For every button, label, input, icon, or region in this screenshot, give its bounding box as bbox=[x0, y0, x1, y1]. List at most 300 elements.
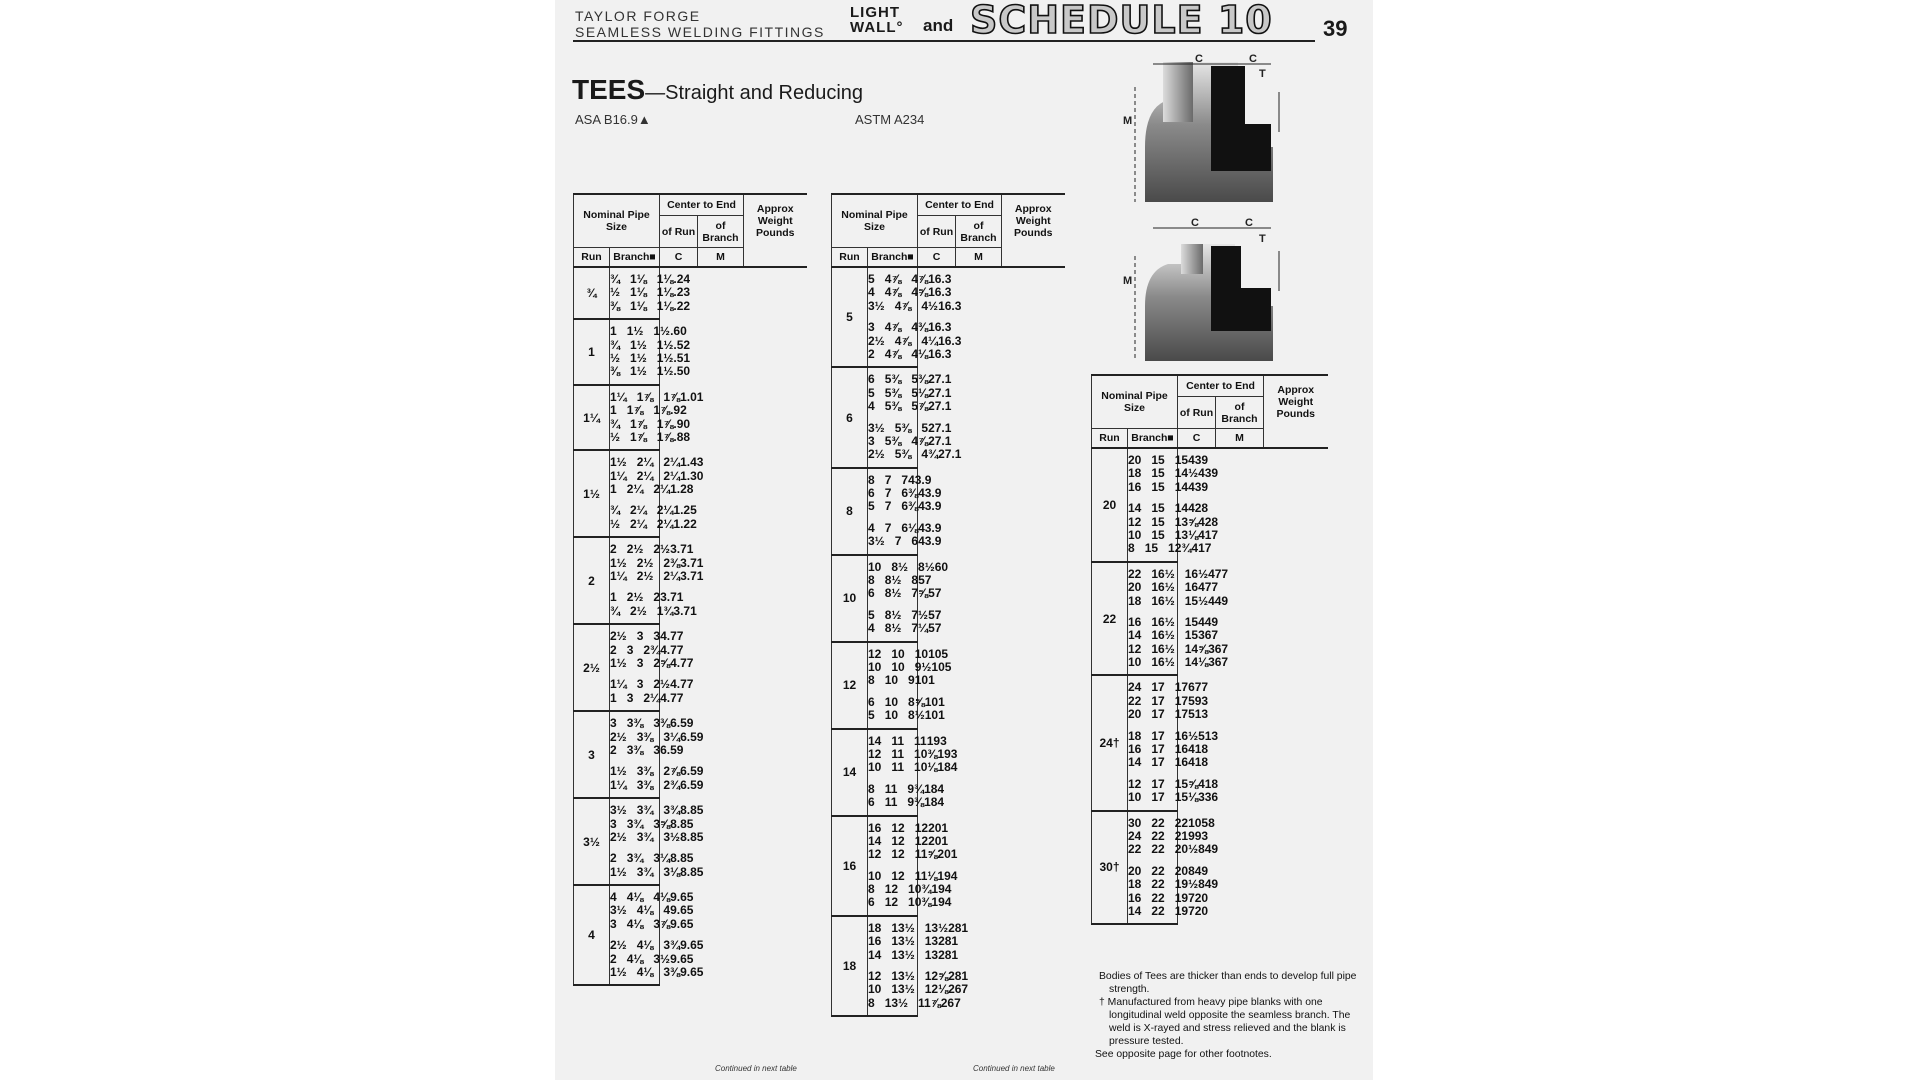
c-dimension: 10 bbox=[884, 708, 899, 723]
weight-value: 9.65 bbox=[680, 965, 704, 980]
weight-value: 6.59 bbox=[660, 742, 684, 757]
branch-size: 5 bbox=[868, 272, 875, 286]
m-dimension: 1⅛ bbox=[656, 272, 674, 286]
branch-size: 2½ bbox=[610, 938, 627, 953]
branch-header: Branch■ bbox=[1128, 429, 1178, 449]
branch-size: 4 bbox=[868, 399, 875, 414]
m-dimension: 1½ bbox=[656, 350, 674, 365]
c-dimension: 2½ bbox=[626, 542, 644, 557]
center-to-end-header: Center to End bbox=[660, 194, 744, 216]
tee-branch-shade bbox=[1181, 244, 1203, 274]
c-dimension: 5⅜ bbox=[894, 447, 912, 462]
run-size: 3 bbox=[574, 711, 610, 798]
weight-value: 6.59 bbox=[680, 729, 704, 744]
branch-size: 1¼ bbox=[610, 569, 627, 584]
weight-value: 8.85 bbox=[670, 816, 694, 831]
branch-size: 1¼ bbox=[610, 468, 627, 483]
m-dimension: 1½ bbox=[656, 337, 674, 352]
run-data bbox=[610, 385, 704, 451]
c-label: C bbox=[1195, 53, 1203, 65]
branch-size: 24 bbox=[1128, 828, 1142, 843]
m-dimension: 1½ bbox=[653, 324, 671, 339]
branch-size: ½ bbox=[610, 429, 621, 444]
run-row bbox=[574, 624, 807, 711]
run-data bbox=[610, 319, 691, 385]
table-row bbox=[868, 520, 942, 535]
branch-size: ½ bbox=[610, 350, 621, 365]
weight-value: 184 bbox=[937, 760, 958, 775]
branch-group bbox=[1128, 614, 1229, 670]
branch-size: 18 bbox=[1128, 466, 1142, 481]
m-dimension: 5 bbox=[921, 420, 929, 435]
run-data bbox=[1128, 675, 1219, 810]
c2-label: C bbox=[1249, 53, 1257, 65]
c-dimension: 22 bbox=[1151, 877, 1165, 892]
run-size: 14 bbox=[832, 729, 868, 816]
c-dimension: 8½ bbox=[884, 573, 902, 588]
branch-size: 18 bbox=[1128, 728, 1142, 743]
weight-value: 101 bbox=[914, 673, 935, 688]
table-row bbox=[868, 534, 942, 549]
c-dimension: 3¾ bbox=[636, 864, 654, 879]
c-dimension: 2¼ bbox=[626, 482, 644, 497]
c-dimension: 11 bbox=[884, 795, 898, 810]
run-row bbox=[574, 537, 807, 624]
m-dimension: 19 bbox=[1174, 903, 1189, 918]
branch-size: 14 bbox=[1128, 501, 1142, 516]
m-dimension: 8½ bbox=[908, 708, 925, 723]
table-row bbox=[868, 346, 952, 361]
center-to-end-header: Center to End bbox=[1178, 375, 1264, 397]
table-row bbox=[610, 350, 691, 365]
table-row bbox=[610, 364, 691, 379]
c-dimension: 4⅞ bbox=[884, 320, 902, 335]
m-dimension: 3⅜ bbox=[663, 965, 681, 980]
run-data bbox=[868, 267, 962, 367]
c-dimension: 5⅜ bbox=[884, 385, 902, 400]
table-row bbox=[868, 420, 952, 435]
c-dimension: 22 bbox=[1151, 863, 1165, 878]
c-dimension: 12 bbox=[891, 833, 905, 848]
branch-group bbox=[610, 455, 704, 497]
t-label: T bbox=[1259, 233, 1266, 245]
c-dimension: 1⅞ bbox=[626, 403, 644, 418]
table-row bbox=[1128, 776, 1219, 791]
table-row bbox=[610, 851, 694, 866]
table-row bbox=[1128, 479, 1209, 494]
m-dimension: 4⅛ bbox=[653, 890, 671, 905]
weight-value: 105 bbox=[928, 646, 949, 661]
m-dimension: 2¼ bbox=[663, 569, 681, 584]
branch-size: 8 bbox=[1128, 541, 1135, 556]
c-dimension: 4⅞ bbox=[884, 272, 902, 286]
asa-standard: ASA B16.9▲ bbox=[575, 112, 651, 127]
table-row bbox=[868, 433, 952, 448]
m-dimension: 15 bbox=[1184, 628, 1199, 643]
run-size: 12 bbox=[832, 642, 868, 729]
c-dimension: 3¾ bbox=[636, 829, 654, 844]
c-dimension: 10 bbox=[884, 673, 899, 688]
table-row bbox=[1128, 707, 1209, 722]
table-row bbox=[868, 272, 952, 286]
run-row bbox=[574, 450, 807, 537]
m-dimension: 11⅝ bbox=[914, 847, 938, 862]
c-dimension: 4⅛ bbox=[636, 938, 654, 953]
table-row bbox=[868, 920, 969, 935]
run-size: ¾ bbox=[574, 267, 610, 319]
branch-size: 16 bbox=[1128, 614, 1142, 629]
header-grid bbox=[831, 193, 1065, 1017]
branch-size: 10 bbox=[1128, 790, 1142, 805]
run-data bbox=[868, 555, 949, 642]
c-header: C bbox=[660, 248, 698, 268]
run-data bbox=[610, 885, 704, 985]
weight-value: 281 bbox=[938, 934, 959, 949]
run-data bbox=[610, 267, 691, 319]
m-dimension: 3⅝ bbox=[653, 816, 671, 831]
table-row bbox=[1128, 693, 1209, 708]
c-dimension: 16½ bbox=[1151, 593, 1175, 608]
table-row bbox=[868, 320, 952, 335]
branch-size: 10 bbox=[868, 559, 882, 574]
m-label: M bbox=[1123, 275, 1133, 287]
table-row bbox=[1128, 527, 1219, 542]
run-data bbox=[610, 537, 704, 624]
company-line-2: SEAMLESS WELDING FITTINGS bbox=[575, 24, 825, 40]
branch-group bbox=[868, 372, 952, 414]
branch-size: 12 bbox=[868, 746, 882, 761]
m-dimension: 14 bbox=[1174, 501, 1189, 516]
weight-value: .24 bbox=[673, 272, 691, 286]
branch-size: 3 bbox=[868, 320, 875, 335]
run-size: 1 bbox=[574, 319, 610, 385]
c-dimension: 3 bbox=[636, 655, 644, 670]
c-dimension: 2¼ bbox=[630, 503, 647, 518]
table-row bbox=[1128, 903, 1209, 918]
m-dimension: 13⅛ bbox=[1174, 527, 1199, 542]
branch-size: 14 bbox=[868, 733, 882, 748]
c-dimension: 3 bbox=[626, 690, 634, 705]
weight-value: 4.77 bbox=[670, 677, 694, 692]
branch-size: 4 bbox=[868, 621, 875, 636]
m-dimension: 8 bbox=[911, 573, 919, 588]
weight-value: 367 bbox=[1208, 655, 1229, 670]
weight-value: 8.85 bbox=[680, 803, 704, 818]
table-row bbox=[868, 934, 959, 949]
c-dimension: 17 bbox=[1151, 693, 1165, 708]
table-row bbox=[610, 455, 704, 470]
table-row bbox=[868, 385, 952, 400]
header-grid bbox=[1091, 374, 1328, 925]
table-header bbox=[1091, 374, 1327, 925]
c-label: C bbox=[1191, 217, 1199, 229]
m-dimension: 2¼ bbox=[663, 468, 681, 483]
table-row bbox=[868, 646, 949, 661]
branch-group bbox=[610, 938, 704, 980]
table-row bbox=[868, 586, 942, 601]
weight-value: 57 bbox=[928, 586, 942, 601]
branch-size: 22 bbox=[1128, 566, 1142, 581]
astm-standard: ASTM A234 bbox=[855, 112, 925, 127]
table-row bbox=[610, 742, 684, 757]
c-dimension: 7 bbox=[884, 486, 892, 501]
table-row bbox=[868, 795, 945, 810]
m-dimension: 13 bbox=[924, 934, 939, 949]
weight-value: 16.3 bbox=[938, 333, 962, 348]
weight-value: 3.71 bbox=[680, 555, 704, 570]
table-row bbox=[868, 947, 959, 962]
branch-size: 8 bbox=[868, 673, 875, 688]
weight-value: .23 bbox=[673, 285, 691, 300]
branch-size: 16 bbox=[1128, 742, 1142, 757]
run-data bbox=[1128, 811, 1219, 925]
table-row bbox=[868, 559, 949, 574]
weight-value: 3.71 bbox=[673, 603, 697, 618]
branch-group bbox=[868, 559, 949, 601]
branch-group bbox=[610, 590, 697, 618]
table-row bbox=[868, 372, 952, 387]
branch-group bbox=[1128, 863, 1219, 919]
m-dimension: 1½ bbox=[656, 364, 674, 379]
table-row bbox=[868, 995, 961, 1010]
run-size: 16 bbox=[832, 816, 868, 916]
company-line-1: TAYLOR FORGE bbox=[575, 8, 701, 24]
m-dimension: 2¼ bbox=[656, 503, 674, 518]
run-row bbox=[574, 711, 807, 798]
branch-size: ¾ bbox=[610, 416, 621, 431]
table-row bbox=[868, 285, 952, 300]
branch-size: 30 bbox=[1128, 815, 1142, 830]
branch-size: 3 bbox=[868, 433, 875, 448]
m-dimension: 15⅝ bbox=[1174, 776, 1199, 791]
m-dimension: 10¾ bbox=[908, 882, 932, 897]
c-dimension: 22 bbox=[1151, 890, 1165, 905]
branch-size: 14 bbox=[868, 947, 882, 962]
m-dimension: 3⅜ bbox=[653, 716, 671, 731]
of-run-header: of Run bbox=[918, 216, 956, 248]
c-dimension: 17 bbox=[1151, 742, 1165, 757]
table-row bbox=[610, 516, 697, 531]
m-dimension: 20½ bbox=[1174, 842, 1199, 857]
m-dimension: 1⅞ bbox=[656, 416, 674, 431]
weight-value: 16.3 bbox=[938, 298, 962, 313]
branch-group bbox=[868, 520, 942, 549]
run-data bbox=[868, 367, 962, 467]
of-branch-header: of Branch bbox=[956, 216, 1002, 248]
branch-size: 14 bbox=[1128, 628, 1142, 643]
c-dimension: 3⅜ bbox=[636, 777, 654, 792]
c-dimension: 8½ bbox=[884, 621, 902, 636]
tee-section-gap bbox=[1245, 66, 1271, 124]
run-row bbox=[832, 468, 1065, 555]
c-dimension: 3⅜ bbox=[636, 729, 654, 744]
m-dimension: 6⅜ bbox=[901, 499, 919, 514]
weight-value: 184 bbox=[924, 781, 945, 796]
branch-size: 10 bbox=[868, 982, 882, 997]
branch-size: ¾ bbox=[610, 503, 621, 518]
c-dimension: 2¼ bbox=[630, 516, 647, 531]
c-dimension: 15 bbox=[1151, 466, 1165, 481]
table-row bbox=[868, 486, 942, 501]
m-dimension: 4⅛ bbox=[911, 346, 929, 361]
run-row bbox=[832, 367, 1065, 467]
light-label: LIGHT bbox=[850, 4, 900, 21]
weight-value: .51 bbox=[673, 350, 691, 365]
weight-value: .92 bbox=[670, 403, 687, 418]
table-row bbox=[610, 403, 687, 418]
branch-size: 2 bbox=[610, 542, 617, 557]
c-dimension: 8½ bbox=[884, 607, 902, 622]
run-size: 2 bbox=[574, 537, 610, 624]
branch-size: 10 bbox=[868, 760, 882, 775]
m-dimension: 15 bbox=[1184, 614, 1199, 629]
run-data bbox=[868, 916, 969, 1016]
c-dimension: 13½ bbox=[891, 947, 915, 962]
of-run-header: of Run bbox=[660, 216, 698, 248]
table-row bbox=[868, 399, 952, 414]
m-dimension: 16 bbox=[1184, 580, 1199, 595]
branch-size: 1½ bbox=[610, 864, 627, 879]
m-dimension: 2⅜ bbox=[663, 555, 681, 570]
c-dimension: 10 bbox=[891, 646, 905, 661]
branch-group bbox=[868, 781, 945, 810]
branch-header: Branch■ bbox=[868, 248, 918, 268]
c-dimension: 13½ bbox=[884, 995, 909, 1010]
m-dimension: 5⅜ bbox=[911, 372, 929, 387]
branch-size: 3½ bbox=[868, 298, 885, 313]
c-dimension: 16½ bbox=[1151, 566, 1175, 581]
table-row bbox=[1128, 755, 1209, 770]
table-row bbox=[610, 916, 694, 931]
run-size: 1½ bbox=[574, 450, 610, 537]
c-dimension: 2¼ bbox=[636, 455, 654, 470]
weight-value: 27.1 bbox=[928, 420, 952, 435]
branch-size: 14 bbox=[1128, 903, 1142, 918]
c-dimension: 7 bbox=[884, 499, 892, 514]
c-dimension: 16½ bbox=[1151, 580, 1175, 595]
run-size: 30† bbox=[1092, 811, 1128, 925]
m-dimension: 3¾ bbox=[663, 938, 681, 953]
branch-size: 10 bbox=[1128, 527, 1142, 542]
weight-value: 27.1 bbox=[938, 447, 962, 462]
weight-value: .60 bbox=[670, 324, 687, 339]
weight-value: 57 bbox=[928, 607, 942, 622]
c-dimension: 22 bbox=[1151, 903, 1165, 918]
run-row bbox=[574, 319, 807, 385]
c-dimension: 4⅞ bbox=[884, 346, 902, 361]
weight-value: 1.43 bbox=[680, 455, 704, 470]
c-dimension: 4⅞ bbox=[884, 285, 902, 300]
m-dimension: 19½ bbox=[1174, 877, 1199, 892]
m-dimension: 1⅞ bbox=[663, 389, 681, 404]
m-dimension: 4¼ bbox=[921, 333, 939, 348]
run-row bbox=[832, 267, 1065, 367]
m-dimension: 2⅝ bbox=[653, 655, 671, 670]
table-row bbox=[868, 895, 952, 910]
c-dimension: 1½ bbox=[630, 350, 647, 365]
c-dimension: 12 bbox=[884, 882, 899, 897]
branch-size: 1 bbox=[610, 324, 617, 339]
c-dimension: 1⅞ bbox=[630, 429, 647, 444]
c-dimension: 17 bbox=[1151, 728, 1165, 743]
table-row bbox=[610, 503, 697, 518]
weight-value: 193 bbox=[937, 746, 958, 761]
branch-size: ¾ bbox=[610, 337, 621, 352]
weight-value: 194 bbox=[931, 895, 952, 910]
c-dimension: 11 bbox=[884, 781, 898, 796]
weight-value: 477 bbox=[1198, 580, 1219, 595]
m-dimension: 1⅛ bbox=[656, 298, 674, 313]
branch-size: 18 bbox=[1128, 593, 1142, 608]
branch-group bbox=[610, 272, 691, 313]
c-dimension: 2½ bbox=[626, 590, 644, 605]
m-dimension: 9 bbox=[908, 673, 915, 688]
c-dimension: 4⅛ bbox=[626, 890, 644, 905]
weight-value: 439 bbox=[1198, 466, 1219, 481]
table-row bbox=[1128, 877, 1219, 892]
branch-size: 2½ bbox=[610, 829, 627, 844]
m-dimension: 5⅞ bbox=[911, 399, 929, 414]
run-size: 4 bbox=[574, 885, 610, 985]
nominal-header: Nominal Pipe Size bbox=[1092, 375, 1178, 429]
weight-value: 16.3 bbox=[928, 285, 952, 300]
m-dimension: 2¼ bbox=[656, 516, 674, 531]
table-row bbox=[1128, 655, 1229, 670]
c-dimension: 4⅛ bbox=[636, 965, 654, 980]
c-dimension: 15 bbox=[1144, 541, 1159, 556]
table-row bbox=[610, 272, 691, 286]
m-dimension: 2⅞ bbox=[663, 764, 681, 779]
company-name bbox=[575, 8, 825, 40]
branch-group bbox=[1128, 728, 1219, 770]
m-dimension: 8⅝ bbox=[908, 694, 925, 709]
c-dimension: 4⅛ bbox=[626, 916, 644, 931]
table-row bbox=[610, 729, 704, 744]
table-row bbox=[610, 642, 684, 657]
weight-value: 16.3 bbox=[928, 320, 952, 335]
m-dimension: 13½ bbox=[924, 920, 949, 935]
weight-value: 4.77 bbox=[660, 642, 684, 657]
t-label: T bbox=[1259, 68, 1266, 80]
table-row bbox=[610, 829, 704, 844]
weight-value: 439 bbox=[1188, 479, 1209, 494]
c-dimension: 4⅞ bbox=[894, 333, 912, 348]
run-row bbox=[1092, 562, 1328, 676]
table-row bbox=[1128, 614, 1219, 629]
c-dimension: 12 bbox=[891, 868, 905, 883]
weight-value: 367 bbox=[1208, 641, 1229, 656]
branch-size: 4 bbox=[610, 890, 617, 905]
c-dimension: 22 bbox=[1151, 828, 1165, 843]
m-dimension: 6 bbox=[911, 534, 919, 549]
m-dimension: 11⅛ bbox=[914, 868, 938, 883]
m-dimension: 13 bbox=[924, 947, 939, 962]
light-wall-label bbox=[850, 5, 904, 35]
c-dimension: 16½ bbox=[1151, 628, 1175, 643]
branch-group bbox=[1128, 815, 1219, 857]
branch-size: 1½ bbox=[610, 555, 627, 570]
table-row bbox=[610, 890, 694, 905]
m-dimension: 5⅛ bbox=[911, 385, 929, 400]
run-header: Run bbox=[1092, 429, 1128, 449]
m-dimension: 8½ bbox=[918, 559, 935, 574]
table-row bbox=[868, 847, 958, 862]
m-dimension: 10⅛ bbox=[914, 760, 938, 775]
m-dimension: 2¼ bbox=[653, 482, 671, 497]
run-row bbox=[1092, 448, 1328, 562]
table-row bbox=[610, 655, 694, 670]
table-row bbox=[868, 833, 949, 848]
